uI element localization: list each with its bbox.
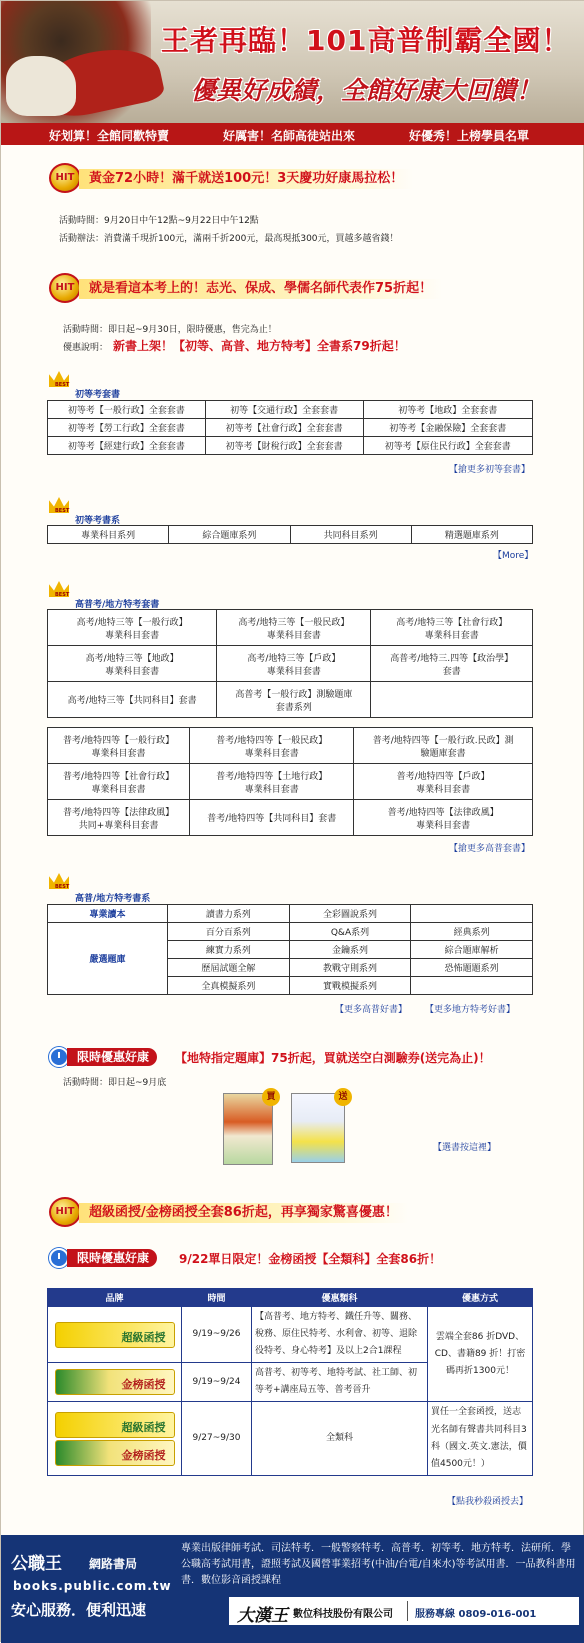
hit-badge-icon: HIT [49,1197,81,1227]
table-cell[interactable]: 金鑰系列 [289,941,411,959]
correspondence-offer-table [47,1288,533,1476]
buy-correspondence-link[interactable]: 【點我秒殺函授去】 [447,1497,529,1507]
footer-brand-sub: 網路書局 [89,1557,138,1571]
table-cell[interactable]: 高普考/地特三.四等【政治學】 套書 [371,646,533,682]
limited-offer-label: 限時優惠好康 [67,1048,157,1066]
col-header-brand: 品牌 [48,1289,182,1307]
table-cell[interactable]: 初等【交通行政】全套套書 [205,401,363,419]
table-cell[interactable]: 高考/地特三等【社會行政】 專業科目套書 [371,610,533,646]
super-correspondence-logo[interactable]: 超級函授 [55,1322,175,1348]
footer-url[interactable]: books.public.com.tw [13,1579,172,1593]
senior-series-table [47,904,533,995]
book-cover-gift[interactable] [291,1092,348,1163]
table-cell[interactable]: 初等考【原住民行政】全套套書 [363,437,532,455]
table-cell[interactable]: 綜合題庫系列 [169,526,290,544]
dahan-logo: 大漢王 [237,1606,288,1626]
col-header-subjects: 優惠類科 [252,1289,428,1307]
footer-info: 專業出版律師考試．司法特考．一般警察特考．高普考．初等考．地方特考．法研所．學公職高考試用書，證照考試及國營事業招考(中油/台電/自來水)等考試用書．一品教科書用書．數位影音函授課程 [181,1543,576,1586]
table-cell[interactable]: 普考/地特四等【戶政】 專業科目套書 [354,764,533,800]
table-cell[interactable]: 練實力系列 [168,941,290,959]
site-footer [1,1535,584,1643]
super-correspondence-logo[interactable]: 超級函授 [55,1412,175,1438]
table-cell[interactable]: 初等考【財稅行政】全套套書 [205,437,363,455]
promo-nav [1,123,584,145]
table-cell[interactable]: 全真模擬系列 [168,977,290,995]
divider [407,1601,408,1621]
col-header-time: 時間 [182,1289,252,1307]
brand-cell[interactable] [48,1363,182,1402]
company-name: 數位科技股份有限公司 [293,1609,393,1620]
brand-cell[interactable] [48,1402,182,1475]
method-cell: 買任一全套函授，送志光名師有聲書共同科目3科（國文.英文.憲法，價值4500元！） [428,1402,533,1475]
table-cell [411,905,533,923]
book-cover-buy[interactable] [223,1092,276,1165]
table-cell[interactable]: 高考/地特三等【共同科目】套書 [48,682,217,718]
table-cell[interactable]: 普考/地特四等【一般行政.民政】測 驗題庫套書 [354,728,533,764]
best-crown-icon: BEST [49,873,71,893]
time-cell: 9/27~9/30 [182,1402,252,1475]
nav-item-winners[interactable]: 好優秀！上榜學員名單 [409,129,530,143]
table-cell[interactable]: 歷屆試題全解 [168,959,290,977]
brand-cell[interactable] [48,1307,182,1363]
table-cell[interactable]: 普考/地特四等【土地行政】 專業科目套書 [190,764,354,800]
banner-subtitle: 優異好成績，全館好康大回饋！ [191,76,542,105]
table-cell[interactable]: 高考/地特三等【戶政】 專業科目套書 [217,646,371,682]
more-link[interactable]: 【More】 [493,551,534,561]
nav-item-teachers[interactable]: 好厲害！名師高徒站出來 [223,129,356,143]
table-cell[interactable]: Q&A系列 [289,923,411,941]
hit-badge-icon: HIT [49,163,81,193]
elementary-sets-table [47,400,533,455]
service-hotline: 服務專線 0809-016-001 [415,1609,537,1620]
table-cell[interactable]: 普考/地特四等【法律政風】 共同+專業科目套書 [48,800,190,836]
row-head-textbook: 專業讀本 [48,905,168,923]
section-title-senior-series: 高普/地方特考書系 [75,894,151,904]
table-cell[interactable]: 精選題庫系列 [411,526,532,544]
table-cell[interactable]: 初等考【勞工行政】全套套書 [48,419,206,437]
table-cell[interactable]: 高考/地特三等【一般民政】 專業科目套書 [217,610,371,646]
limited-offer-message: 【地特指定題庫】75折起，買就送空白測驗券(送完為止)！ [175,1051,491,1065]
activity-time: 活動時間：即日起~9月底 [63,1078,167,1088]
footer-brand-logo[interactable]: 公職王 [11,1554,62,1574]
gift-tag: 送 [334,1088,352,1106]
best-crown-icon: BEST [49,581,71,601]
table-cell[interactable]: 初等考【社會行政】全套套書 [205,419,363,437]
table-cell[interactable]: 綜合題庫解析 [411,941,533,959]
row-head-question-bank: 嚴選題庫 [48,923,168,995]
table-cell[interactable]: 高考/地特三等【一般行政】 專業科目套書 [48,610,217,646]
buy-tag: 買 [262,1088,280,1106]
section-title-senior-sets: 高普考/地方特考套書 [75,600,160,610]
limited-offer-label: 限時優惠好康 [67,1249,157,1267]
subject-cell: 高普考、初等考、地特考試、社工師、初等考+講座局五等、普考晉升 [252,1363,428,1402]
hit-badge-icon: HIT [49,273,81,303]
table-cell[interactable]: 專業科目系列 [48,526,169,544]
more-senior-sets-link[interactable]: 【搶更多高普套書】 [449,844,531,854]
promo-banner[interactable] [1,1,584,123]
footer-slogan: 安心服務．便利迅速 [11,1601,147,1619]
table-cell[interactable]: 讀書力系列 [168,905,290,923]
table-cell [411,977,533,995]
activity-time: 活動時間：9月20日中午12點~9月22日中午12點 [59,216,259,226]
table-cell[interactable]: 普考/地特四等【共同科目】套書 [190,800,354,836]
activity-time: 活動時間：即日起~9月30日，限時優惠，售完為止！ [63,325,277,335]
time-cell: 9/19~9/26 [182,1307,252,1363]
clock-icon [49,1248,69,1268]
senior-sets-table-2 [47,727,533,836]
section-title-elementary-series: 初等考書系 [75,516,121,526]
more-local-exam-books-link[interactable]: 【更多地方特考好書】 [425,1005,516,1015]
table-cell[interactable]: 實戰模擬系列 [289,977,411,995]
table-cell[interactable]: 百分百系列 [168,923,290,941]
time-cell: 9/19~9/24 [182,1363,252,1402]
table-cell[interactable]: 初等考【一般行政】全套套書 [48,401,206,419]
hit-headline: 就是看這本考上的！志光、保成、學儒名師代表作75折起！ [79,279,442,299]
table-cell[interactable]: 恐怖題題系列 [411,959,533,977]
banner-title: 王者再臨！101高普制霸全國！ [161,24,571,57]
select-books-link[interactable]: 【選書按這裡】 [433,1143,497,1153]
senior-sets-table-1 [47,609,533,718]
col-header-method: 優惠方式 [428,1289,533,1307]
table-cell[interactable]: 初等考【金融保險】全套套書 [363,419,532,437]
table-cell[interactable]: 教戰守則系列 [289,959,411,977]
best-crown-icon: BEST [49,497,71,517]
clock-icon [49,1047,69,1067]
gold-list-correspondence-logo[interactable]: 金榜函授 [55,1440,175,1466]
table-cell[interactable]: 普考/地特四等【社會行政】 專業科目套書 [48,764,190,800]
gold-list-correspondence-logo[interactable]: 金榜函授 [55,1369,175,1395]
elementary-series-table [47,525,533,544]
table-cell[interactable]: 高考/地特三等【地政】 專業科目套書 [48,646,217,682]
horse-graphic [6,56,76,116]
section-title-elementary-sets: 初等考套書 [75,390,121,400]
table-cell-empty [371,682,533,718]
footer-company-bar [229,1597,579,1625]
limited-offer-message: 9/22單日限定！金榜函授【全類科】全套86折！ [179,1252,442,1266]
more-senior-books-link[interactable]: 【更多高普好書】 [335,1005,408,1015]
table-cell[interactable]: 全彩圖說系列 [289,905,411,923]
table-cell[interactable]: 普考/地特四等【一般民政】 專業科目套書 [190,728,354,764]
table-cell[interactable]: 高普考【一般行政】測驗題庫 套書系列 [217,682,371,718]
more-elementary-sets-link[interactable]: 【搶更多初等套書】 [449,465,531,475]
nav-item-sale[interactable]: 好划算！全館同歡特賣 [49,129,170,143]
table-cell[interactable]: 普考/地特四等【法律政風】 專業科目套書 [354,800,533,836]
offer-desc-label: 優惠說明： [63,343,109,353]
offer-desc: 新書上架！【初等、高普、地方特考】全書系79折起！ [113,339,406,353]
table-cell[interactable]: 經典系列 [411,923,533,941]
method-cell: 雲端全套86 折DVD、CD、書籍89 折！打密碼再折1300元！ [428,1307,533,1402]
activity-method: 活動辦法：消費滿千現折100元，滿兩千折200元，最高現抵300元，買越多越省錢！ [59,234,399,244]
hit-headline: 超級函授/金榜函授全套86折起，再享獨家驚喜優惠！ [79,1203,408,1223]
subject-cell: 【高普考、地方特考、鐵任升等、關務、稅務、原住民特考、水利會、初等、退除役特考、身心特考】及以上2合1課程 [252,1307,428,1363]
subject-cell: 全類科 [252,1402,428,1475]
hit-headline: 黃金72小時！滿千就送100元！3天慶功好康馬拉松！ [79,169,413,189]
table-cell[interactable]: 初等考【經建行政】全套套書 [48,437,206,455]
table-cell[interactable]: 普考/地特四等【一般行政】 專業科目套書 [48,728,190,764]
table-cell[interactable]: 初等考【地政】全套套書 [363,401,532,419]
best-crown-icon: BEST [49,371,71,391]
table-cell[interactable]: 共同科目系列 [290,526,411,544]
